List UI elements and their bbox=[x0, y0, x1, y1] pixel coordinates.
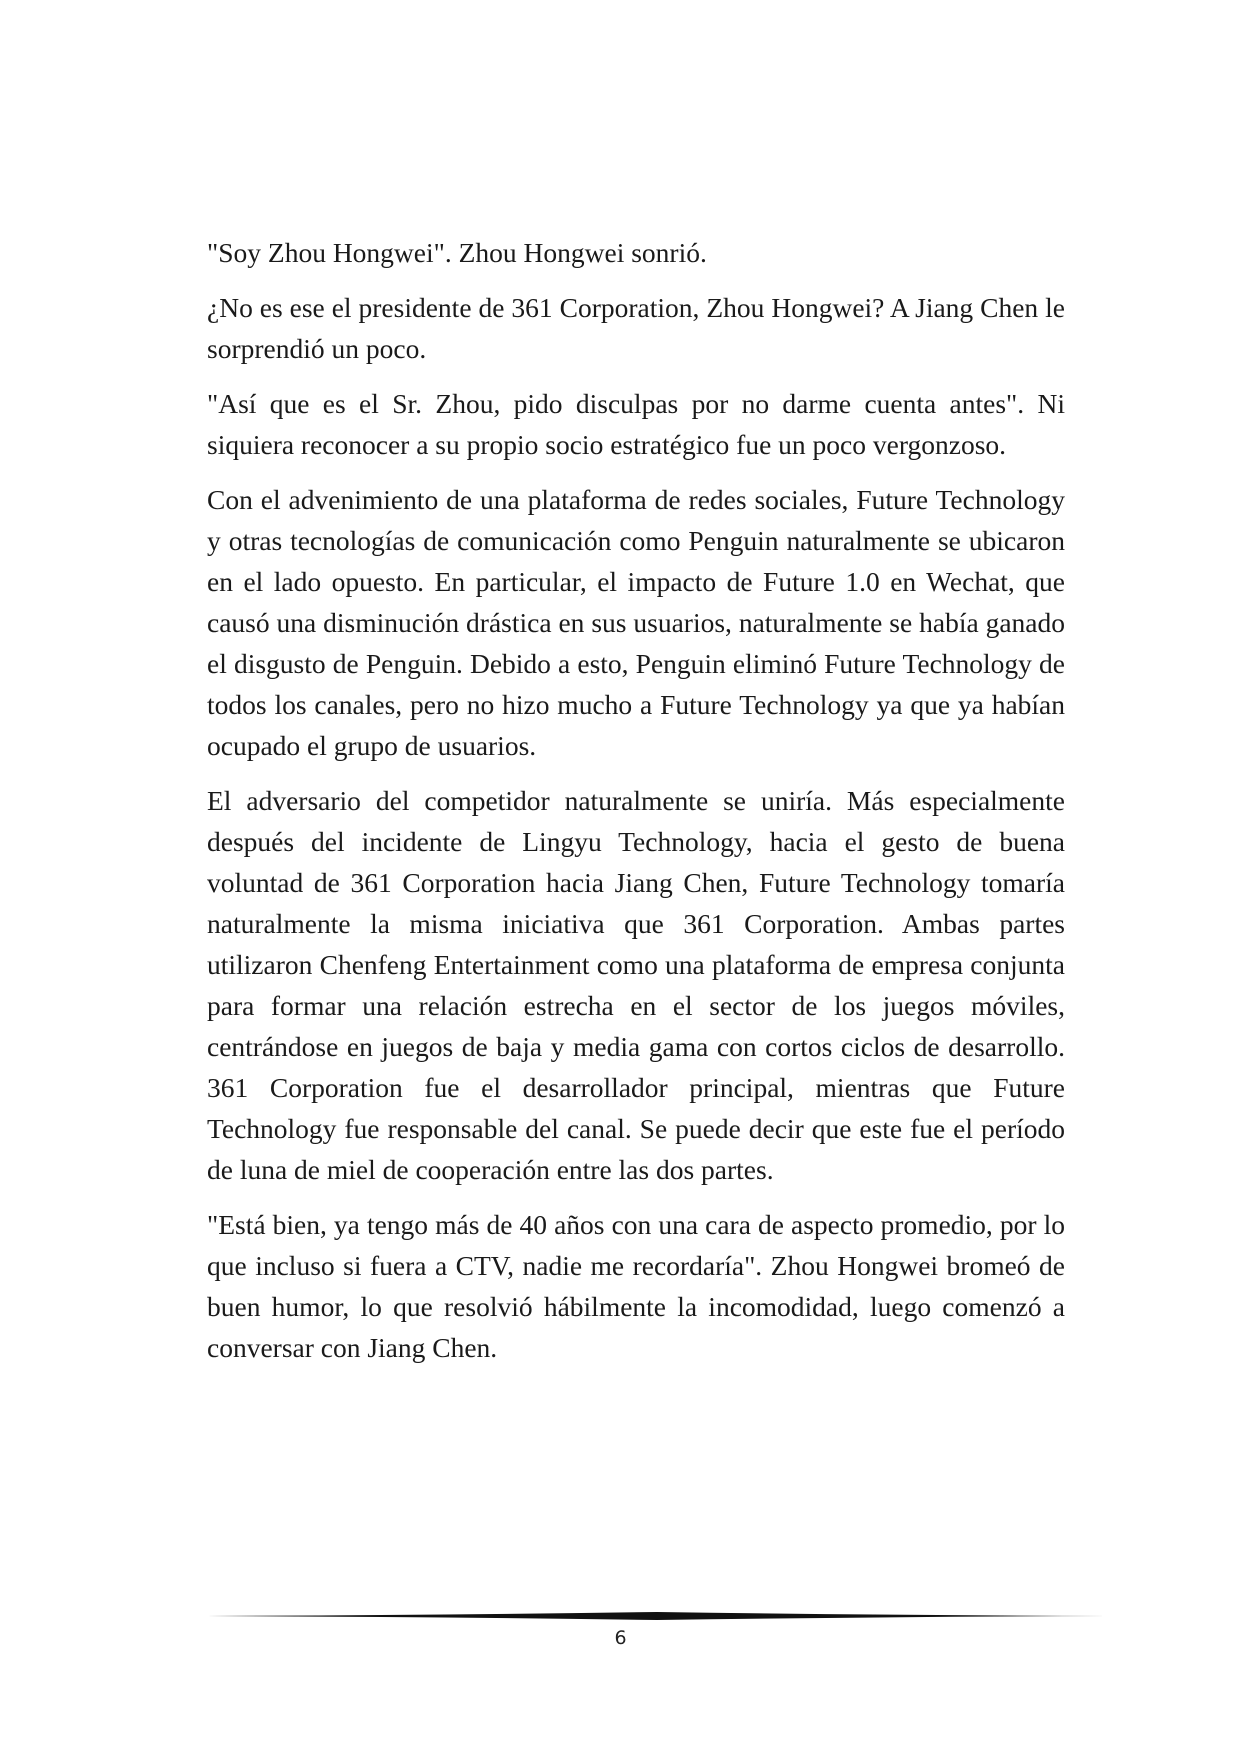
paragraph-6: "Está bien, ya tengo más de 40 años con una cara de aspecto promedio, por lo que incluso si fuera a CTV, nadie me recordaría". Zhou Hongwei bromeó de buen humor, lo que resolvió hábilmente la incomodidad, luego comenzó a conversar con Jiang Chen. bbox=[207, 1209, 1065, 1363]
paragraph-2: ¿No es ese el presidente de 361 Corporation, Zhou Hongwei? A Jiang Chen le sorprendió un poco. bbox=[207, 292, 1065, 364]
page-number: 6 bbox=[614, 1627, 627, 1649]
body-text bbox=[207, 232, 1065, 1382]
paragraph-5: El adversario del competidor naturalmente se uniría. Más especialmente después del incidente de Lingyu Technology, hacia el gesto de buena voluntad de 361 Corporation hacia Jiang Chen, Future Technology tomaría naturalmente la misma iniciativa que 361 Corporation. Ambas partes utilizaron Chenfeng Entertainment como una plataforma de empresa conjunta para formar una relación estrecha en el sector de los juegos móviles, centrándose en juegos de baja y media gama con cortos ciclos de desarrollo. 361 Corporation fue el desarrollador principal, mientras que Future Technology fue responsable del canal. Se puede decir que este fue el período de luna de miel de cooperación entre las dos partes. bbox=[207, 785, 1065, 1185]
footer-divider bbox=[207, 1610, 1107, 1622]
paragraph-1: "Soy Zhou Hongwei". Zhou Hongwei sonrió. bbox=[207, 237, 707, 268]
paragraph-3: "Así que es el Sr. Zhou, pido disculpas por no darme cuenta antes". Ni siquiera reconocer a su propio socio estratégico fue un poco vergonzoso. bbox=[207, 388, 1065, 460]
paragraph-4: Con el advenimiento de una plataforma de redes sociales, Future Technology y otras tecnologías de comunicación como Penguin naturalmente se ubicaron en el lado opuesto. En particular, el impacto de Future 1.0 en Wechat, que causó una disminución drástica en sus usuarios, naturalmente se había ganado el disgusto de Penguin. Debido a esto, Penguin eliminó Future Technology de todos los canales, pero no hizo mucho a Future Technology ya que ya habían ocupado el grupo de usuarios. bbox=[207, 484, 1065, 761]
